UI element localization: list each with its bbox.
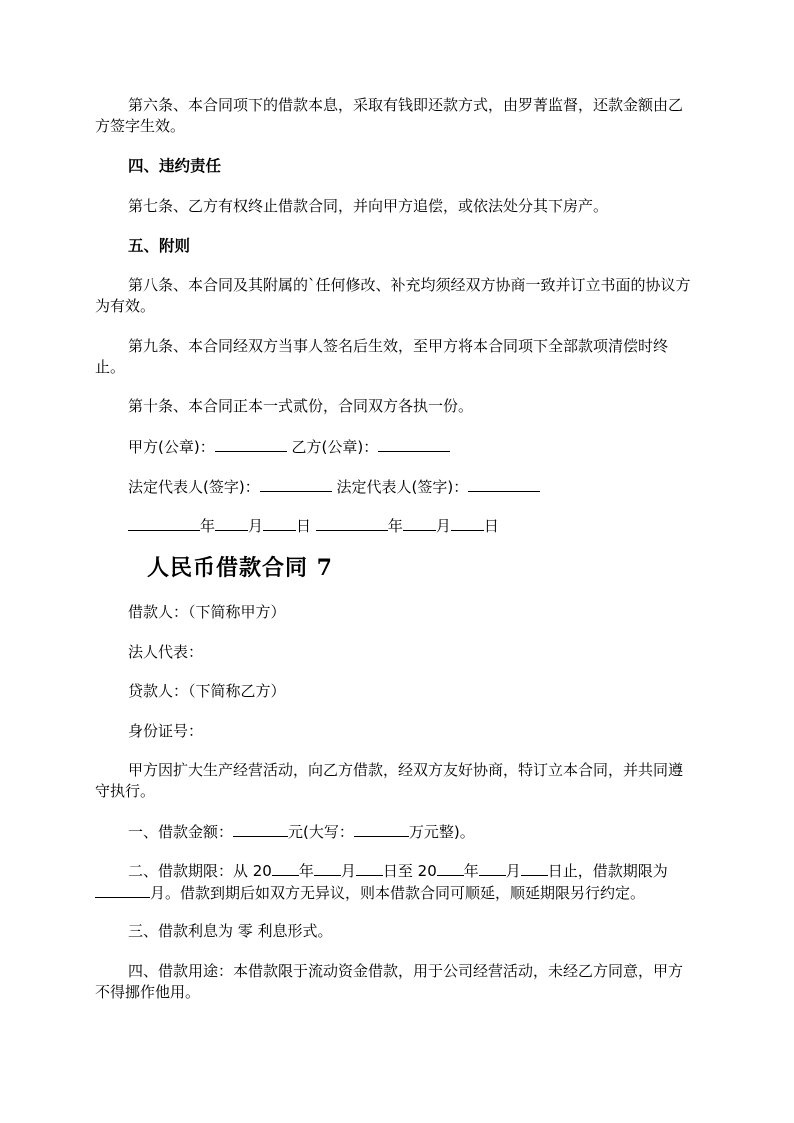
item-2-start: 二、借款期限：从 20 [128,862,272,880]
end-day-blank [521,860,548,876]
item-1-capital-label: 元(大写： [288,823,354,841]
date-line [128,515,728,537]
start-year-label: 年 [298,862,314,880]
item-1-unit: 万元整)。 [408,823,475,841]
representative-line [128,476,728,498]
start-month-blank [314,860,341,876]
rep-a-blank [260,476,332,492]
date-a-year-blank [128,515,200,531]
intro-paragraph: 甲方因扩大生产经营活动，向乙方借款，经双方友好协商，特订立本合同，并共同遵守执行。 [95,761,684,800]
date-b-month: 月 [435,517,451,535]
party-a-seal-blank [215,436,287,452]
article-7: 第七条、乙方有权终止借款合同，并向甲方追偿，或依法处分其下房产。 [128,197,609,215]
date-b-day-blank [451,515,484,531]
date-a-month: 月 [248,517,264,535]
party-b-seal-blank [378,436,450,452]
item-2-term-label: 日止，借款期限为 [547,862,668,880]
end-year-label: 年 [463,862,479,880]
section-5-heading: 五、附则 [128,237,191,255]
item-2-extension-text: 月。借款到期后如双方无异议，则本借款合同可顺延，顺延期限另行约定。 [150,884,646,902]
party-a-seal-label: 甲方(公章)： [128,438,215,456]
date-b-day: 日 [483,517,499,535]
seal-line [128,436,728,458]
date-b-month-blank [403,515,436,531]
item-3-interest: 三、借款利息为 零 利息形式。 [128,922,333,940]
article-9: 第九条、本合同经双方当事人签名后生效，至甲方将本合同项下全部款项清偿时终止。 [95,337,669,376]
term-months-blank [95,882,150,898]
start-month-label: 月 [340,862,356,880]
section-4-heading: 四、违约责任 [128,157,222,175]
item-2-line-2 [95,882,695,904]
end-year-blank [437,860,464,876]
start-year-blank [272,860,299,876]
article-8: 第八条、本合同及其附属的`任何修改、补充均须经双方协商一致并订立书面的协议方为有效。 [95,276,691,315]
date-a-day: 日 [296,517,312,535]
party-b-seal-label: 乙方(公章)： [291,438,379,456]
date-a-month-blank [215,515,248,531]
lender-line: 贷款人：（下简称乙方） [128,682,286,700]
amount-blank [233,821,288,837]
item-2-line-1 [95,860,695,882]
date-a-year: 年 [200,517,216,535]
borrower-line: 借款人：（下简称甲方） [128,603,286,621]
start-day-blank [356,860,383,876]
rep-a-label: 法定代表人(签字)： [128,478,260,496]
article-6: 第六条、本合同项下的借款本息，采取有钱即还款方式，由罗菁监督，还款金额由乙方签字生效。 [95,96,684,135]
date-b-year-blank [316,515,388,531]
date-b-year: 年 [387,517,403,535]
date-a-day-blank [263,515,296,531]
legal-rep-line: 法人代表： [128,643,204,661]
amount-capital-blank [354,821,409,837]
item-4-purpose: 四、借款用途：本借款限于流动资金借款，用于公司经营活动，未经乙方同意，甲方不得挪作他用。 [95,962,684,1001]
end-month-blank [479,860,506,876]
item-2-term [95,860,695,904]
rep-b-label: 法定代表人(签字)： [336,478,469,496]
end-month-label: 月 [505,862,521,880]
item-1-amount [128,821,728,843]
item-2-end-start: 日至 20 [382,862,437,880]
id-number-line: 身份证号： [128,722,204,740]
article-10: 第十条、本合同正本一式贰份，合同双方各执一份。 [128,397,474,415]
item-1-label: 一、借款金额： [128,823,234,841]
contract-title: 人民币借款合同 7 [147,555,333,581]
rep-b-blank [468,476,540,492]
